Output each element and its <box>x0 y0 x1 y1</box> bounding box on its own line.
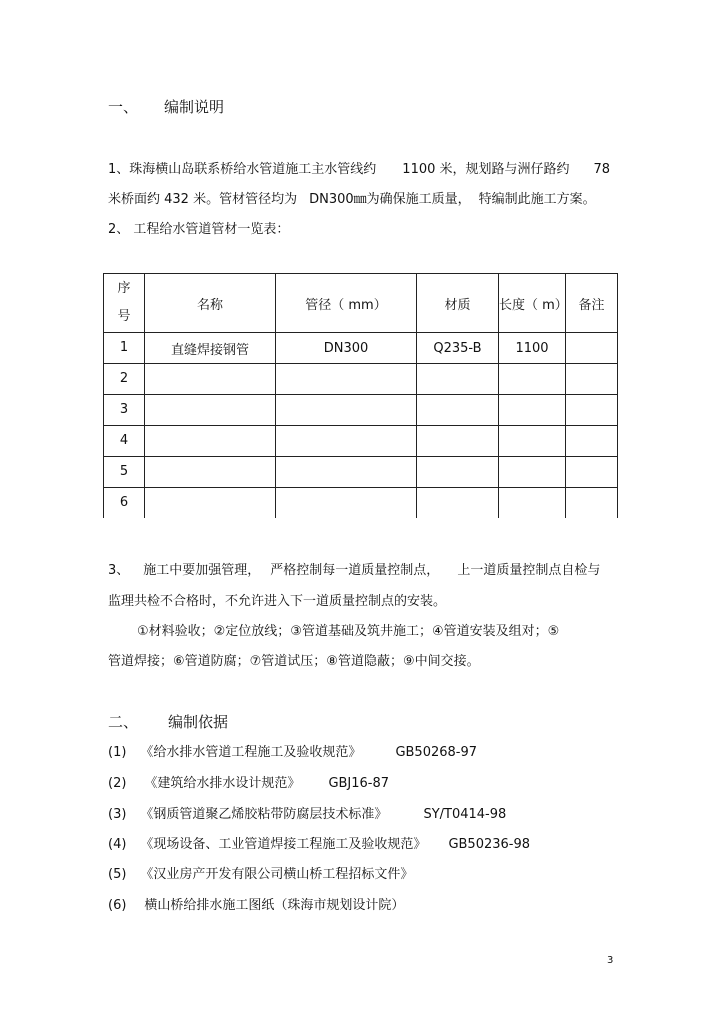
table-row <box>104 457 618 488</box>
cell-length <box>499 488 566 519</box>
cell-material: Q235-B <box>417 333 499 364</box>
table-row <box>104 488 618 519</box>
cell-note <box>566 395 618 426</box>
cell-seq: 1 <box>104 333 145 364</box>
cell-length <box>499 457 566 488</box>
para1-line1 <box>108 162 610 178</box>
cell-note <box>566 333 618 364</box>
section1-heading <box>108 98 224 116</box>
para3-line2: 监理共检不合格时，不允许进入下一道质量控制点的安装。 <box>108 594 447 609</box>
list-item-text: 《给水排水管道工程施工及验收规范》 <box>140 745 362 760</box>
cell-diameter <box>276 488 417 519</box>
list-item-text: 《钢质管道聚乙烯胶粘带防腐层技术标准》 <box>140 807 388 822</box>
cell-diameter <box>276 395 417 426</box>
list-item-text: 《汉业房产开发有限公司横山桥工程招标文件》 <box>140 867 414 882</box>
list-item-number: (5) <box>108 867 127 882</box>
cell-material <box>417 457 499 488</box>
para1-number: 1、 <box>108 162 130 177</box>
header-material: 材质 <box>417 274 499 333</box>
list-item <box>108 745 477 761</box>
cell-note <box>566 364 618 395</box>
para1-line2c: 特编制此施工方案。 <box>478 192 596 207</box>
cell-length <box>499 364 566 395</box>
table-row <box>104 426 618 457</box>
section1-marker: 一、 <box>108 98 139 116</box>
list-item <box>108 807 506 823</box>
cell-diameter <box>276 457 417 488</box>
cell-note <box>566 488 618 519</box>
cell-note <box>566 426 618 457</box>
para1-line1a: 珠海横山岛联系桥给水管道施工主水管线约 <box>129 162 377 177</box>
list-item-code: GB50236-98 <box>448 837 531 852</box>
list-item-code: GB50268-97 <box>395 745 478 760</box>
list-item-code: SY/T0414-98 <box>423 807 507 822</box>
header-seq <box>104 274 145 333</box>
cell-material <box>417 488 499 519</box>
cell-length: 1100 <box>499 333 566 364</box>
header-note: 备注 <box>566 274 618 333</box>
page-number: 3 <box>607 955 614 966</box>
list-item-text: 《现场设备、工业管道焊接工程施工及验收规范》 <box>140 837 427 852</box>
list-item <box>108 898 404 914</box>
cell-seq: 2 <box>104 364 145 395</box>
list-item-code: GBJ16-87 <box>328 776 390 791</box>
cell-seq: 3 <box>104 395 145 426</box>
cell-name <box>145 488 276 519</box>
cell-seq: 5 <box>104 457 145 488</box>
table-row <box>104 333 618 364</box>
header-name: 名称 <box>145 274 276 333</box>
cell-name <box>145 457 276 488</box>
para3-line3: ①材料验收；②定位放线；③管道基础及筑井施工；④管道安装及组对；⑤ <box>137 624 560 639</box>
list-item-number: (1) <box>108 745 127 760</box>
cell-seq: 4 <box>104 426 145 457</box>
list-item-text: 《建筑给水排水设计规范》 <box>144 776 301 791</box>
list-item-number: (2) <box>108 776 127 791</box>
cell-name: 直缝焊接钢管 <box>145 333 276 364</box>
table-row <box>104 364 618 395</box>
para3-line1b: 严格控制每一道质量控制点， <box>270 563 440 578</box>
para1-line1c: 78 <box>593 162 611 177</box>
para3-line1c: 上一道质量控制点自检与 <box>457 563 601 578</box>
header-diameter: 管径（ mm） <box>276 274 417 333</box>
para3-line1 <box>108 563 600 579</box>
para1-line1b: 1100 米，规划路与洲仔路约 <box>402 162 570 177</box>
cell-name <box>145 395 276 426</box>
section2-heading <box>108 713 228 731</box>
list-item <box>108 776 389 792</box>
cell-name <box>145 364 276 395</box>
cell-material <box>417 364 499 395</box>
list-item-number: (3) <box>108 807 127 822</box>
table-header-row <box>104 274 618 333</box>
header-seq-bottom: 号 <box>117 309 131 324</box>
cell-length <box>499 395 566 426</box>
list-item-number: (6) <box>108 898 127 913</box>
para2: 2、 工程给水管道管材一览表： <box>108 222 290 237</box>
para1-line2a: 米桥面约 432 米。管材管径均为 <box>108 192 298 207</box>
header-seq-top: 序 <box>117 281 131 296</box>
list-item <box>108 867 413 883</box>
pipe-table <box>103 273 618 518</box>
table-row <box>104 395 618 426</box>
header-length: 长度（ m） <box>499 274 566 333</box>
para1-line2b: DN300㎜为确保施工质量， <box>309 192 471 207</box>
section1-title: 编制说明 <box>164 98 225 116</box>
cell-material <box>417 395 499 426</box>
para3-number: 3、 <box>108 563 130 578</box>
para3-line4: 管道焊接；⑥管道防腐；⑦管道试压；⑧管道隐蔽；⑨中间交接。 <box>108 654 480 669</box>
list-item-number: (4) <box>108 837 127 852</box>
cell-diameter: DN300 <box>276 333 417 364</box>
cell-diameter <box>276 364 417 395</box>
section2-marker: 二、 <box>108 713 139 731</box>
para1-line2 <box>108 192 596 208</box>
cell-diameter <box>276 426 417 457</box>
cell-note <box>566 457 618 488</box>
list-item-text: 横山桥给排水施工图纸（珠海市规划设计院） <box>144 898 405 913</box>
cell-seq: 6 <box>104 488 145 519</box>
para3-line1a: 施工中要加强管理， <box>143 563 261 578</box>
list-item <box>108 837 530 853</box>
cell-material <box>417 426 499 457</box>
cell-length <box>499 426 566 457</box>
section2-title: 编制依据 <box>168 713 229 731</box>
cell-name <box>145 426 276 457</box>
